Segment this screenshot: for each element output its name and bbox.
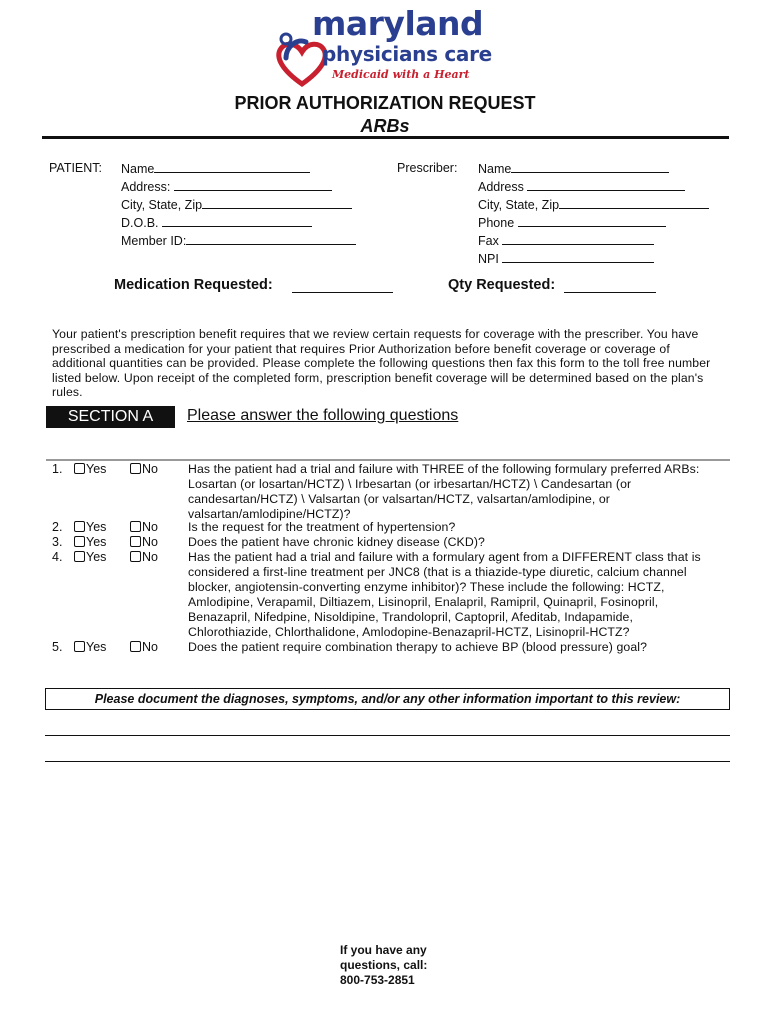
- checkbox-icon: [74, 463, 85, 474]
- question-3-number: 3.: [52, 535, 63, 549]
- question-4-number: 4.: [52, 550, 63, 564]
- contact-footer: If you have any questions, call: 800-753-2851: [340, 943, 460, 988]
- documentation-line-1[interactable]: [45, 735, 730, 736]
- question-5-text: Does the patient require combination therapy to achieve BP (blood pressure) goal?: [188, 640, 648, 654]
- prescriber-fields: [478, 160, 718, 268]
- patient-city-field[interactable]: City, State, Zip: [121, 196, 361, 214]
- prescriber-address-field[interactable]: Address: [478, 178, 718, 196]
- checkbox-icon: [74, 641, 85, 652]
- patient-heading: PATIENT:: [49, 161, 103, 175]
- prescriber-npi-field[interactable]: NPI: [478, 250, 718, 268]
- prescriber-city-field[interactable]: City, State, Zip: [478, 196, 718, 214]
- page-title: PRIOR AUTHORIZATION REQUEST: [234, 93, 536, 113]
- brand-name-line2: physicians care: [322, 42, 492, 66]
- documentation-line-2[interactable]: [45, 761, 730, 762]
- question-2-text: Is the request for the treatment of hypertension?: [188, 520, 456, 534]
- patient-member-id-field[interactable]: Member ID:: [121, 232, 361, 250]
- question-2-number: 2.: [52, 520, 63, 534]
- section-a-label: SECTION A: [46, 406, 175, 428]
- question-2-no[interactable]: No: [130, 520, 158, 535]
- section-divider: [46, 459, 730, 461]
- patient-name-field[interactable]: Name: [121, 160, 361, 178]
- contact-phone: 800-753-2851: [340, 973, 415, 987]
- question-4-text: Has the patient had a trial and failure with a formulary agent from a DIFFERENT class that is considered a first-line treatment per JNC8 (that is a thiazide-type diuretic, calcium channel blocker, angiotensin-converting enzyme inhibitor)? These include the following: HCTZ, Amlodipine, Verapamil, Diltiazem, Lisinopril, Enalapril, Ramipril, Quinapril, Fosinopril, Benazapril, Nifedpine, Nisoldipine, Trandolopril, Captopril, Afeditab, Indapamide, Chlorothiazide, Chlorthalidone, Amlodopine-Benazapril-HCTZ, Lisinopril-HCTZ?: [188, 550, 701, 640]
- question-1-no[interactable]: No: [130, 462, 158, 477]
- documentation-label: Please document the diagnoses, symptoms, and/or any other information important to this review:: [45, 688, 730, 710]
- question-4-yes[interactable]: Yes: [74, 550, 106, 565]
- medication-requested-field[interactable]: [292, 278, 393, 293]
- question-5-yes[interactable]: Yes: [74, 640, 106, 655]
- patient-address-field[interactable]: Address:: [121, 178, 361, 196]
- question-1-yes[interactable]: Yes: [74, 462, 106, 477]
- checkbox-icon: [130, 463, 141, 474]
- section-a-heading: Please answer the following questions: [187, 407, 459, 424]
- question-1-number: 1.: [52, 462, 63, 476]
- brand-logo: [272, 4, 502, 88]
- checkbox-icon: [130, 536, 141, 547]
- question-2-yes[interactable]: Yes: [74, 520, 106, 535]
- prescriber-phone-field[interactable]: Phone: [478, 214, 718, 232]
- question-3-yes[interactable]: Yes: [74, 535, 106, 550]
- brand-tagline: Medicaid with a Heart: [332, 68, 470, 81]
- checkbox-icon: [74, 551, 85, 562]
- question-1-text: Has the patient had a trial and failure with THREE of the following formulary preferred ARBs: Losartan (or losartan/HCTZ) \ Irbesartan (or irbesartan/HCTZ) \ Candesartan (or candesartan/HCTZ) \ Valsartan (or valsartan/HCTZ, valsartan/amlodipine, or valsartan/amlodipine/HCTZ)?: [188, 462, 700, 522]
- qty-requested-label: Qty Requested:: [448, 277, 556, 293]
- prescriber-name-field[interactable]: Name: [478, 160, 718, 178]
- checkbox-icon: [74, 536, 85, 547]
- patient-dob-field[interactable]: D.O.B.: [121, 214, 361, 232]
- question-4-no[interactable]: No: [130, 550, 158, 565]
- question-5-no[interactable]: No: [130, 640, 158, 655]
- checkbox-icon: [130, 551, 141, 562]
- intro-paragraph: Your patient's prescription benefit requires that we review certain requests for coverage with the prescriber. You have prescribed a medication for your patient that requires Prior Authorization before benefit coverage or coverage of additional quantities can be provided. Please complete the following questions then fax this form to the toll free number listed below. Upon receipt of the completed form, prescription benefit coverage will be determined based on the plan's rules.: [52, 327, 711, 400]
- prescriber-fax-field[interactable]: Fax: [478, 232, 718, 250]
- qty-requested-field[interactable]: [564, 278, 656, 293]
- question-3-no[interactable]: No: [130, 535, 158, 550]
- checkbox-icon: [130, 641, 141, 652]
- prescriber-heading: Prescriber:: [397, 161, 458, 175]
- question-5-number: 5.: [52, 640, 63, 654]
- title-divider: [42, 136, 729, 139]
- checkbox-icon: [74, 521, 85, 532]
- brand-name-line1: maryland: [312, 4, 484, 43]
- page-subtitle: ARBs: [360, 116, 410, 136]
- question-3-text: Does the patient have chronic kidney disease (CKD)?: [188, 535, 485, 549]
- checkbox-icon: [130, 521, 141, 532]
- medication-requested-label: Medication Requested:: [114, 277, 273, 293]
- patient-fields: [121, 160, 361, 250]
